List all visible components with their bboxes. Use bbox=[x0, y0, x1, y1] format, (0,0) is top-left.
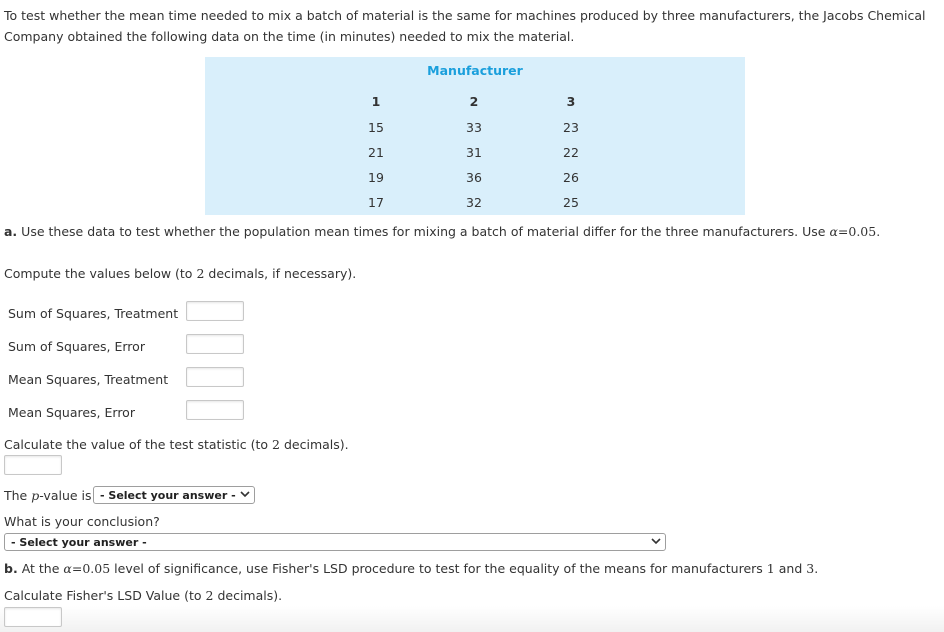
ss-error-input[interactable] bbox=[186, 334, 244, 354]
part-b-question bbox=[4, 561, 818, 576]
ss-error-label: Sum of Squares, Error bbox=[8, 339, 145, 354]
table-cell: 15 bbox=[368, 120, 384, 135]
alpha-value: 0.05 bbox=[848, 224, 877, 239]
lsd-input[interactable] bbox=[4, 607, 62, 627]
compute-prefix: Compute the values below (to bbox=[4, 266, 193, 281]
p-value-prefix: The bbox=[4, 488, 28, 503]
ss-treatment-label: Sum of Squares, Treatment bbox=[8, 306, 179, 321]
test-stat-suffix: decimals). bbox=[283, 437, 349, 452]
part-b-label: b. bbox=[4, 561, 18, 576]
chevron-down-icon bbox=[240, 487, 250, 501]
bottom-fade bbox=[0, 606, 944, 632]
part-b-text-1: At the bbox=[21, 561, 60, 576]
table-cell: 33 bbox=[466, 120, 482, 135]
ms-treatment-input[interactable] bbox=[186, 367, 244, 387]
part-a-text: Use these data to test whether the population mean times for mixing a batch of material differ for the three manufacturers. Use bbox=[21, 224, 826, 239]
table-cell: 32 bbox=[466, 195, 482, 210]
p-symbol: p bbox=[31, 488, 40, 503]
conclusion-select[interactable] bbox=[4, 533, 666, 551]
p-value-select-value: - Select your answer - bbox=[100, 489, 236, 502]
table-cell: 21 bbox=[368, 145, 384, 160]
column-header-1: 1 bbox=[371, 94, 381, 109]
table-title: Manufacturer bbox=[427, 63, 523, 78]
ms-treatment-label: Mean Squares, Treatment bbox=[8, 372, 169, 387]
p-value-select[interactable] bbox=[93, 486, 255, 504]
equals-sign: = bbox=[837, 224, 849, 239]
compute-decimals: 2 bbox=[196, 266, 205, 281]
data-table-background bbox=[205, 57, 745, 215]
compute-instruction bbox=[4, 266, 356, 281]
lsd-suffix: decimals). bbox=[217, 588, 283, 603]
conclusion-question: What is your conclusion? bbox=[4, 514, 160, 529]
chevron-down-icon bbox=[651, 534, 661, 548]
part-a-question bbox=[4, 224, 880, 239]
part-a-label: a. bbox=[4, 224, 18, 239]
conclusion-select-value: - Select your answer - bbox=[11, 536, 147, 549]
test-statistic-instruction bbox=[4, 437, 349, 452]
table-cell: 26 bbox=[563, 170, 579, 185]
table-cell: 19 bbox=[368, 170, 384, 185]
part-b-text-2: level of significance, use Fisher's LSD procedure to test for the equality of the means for manufacturers bbox=[114, 561, 763, 576]
period: . bbox=[876, 224, 881, 239]
equals-sign: = bbox=[71, 561, 83, 576]
ms-error-label: Mean Squares, Error bbox=[8, 405, 135, 420]
table-cell: 36 bbox=[466, 170, 482, 185]
column-header-2: 2 bbox=[469, 94, 479, 109]
p-value-label bbox=[4, 488, 92, 503]
lsd-instruction bbox=[4, 588, 282, 603]
alpha-symbol: α bbox=[63, 561, 72, 576]
table-cell: 25 bbox=[563, 195, 579, 210]
problem-intro: To test whether the mean time needed to mix a batch of material is the same for machines produced by three manufacturers, the Jacobs Chemical Company obtained the following data on the time (in minutes) needed to mix the material. bbox=[4, 8, 926, 44]
ms-error-input[interactable] bbox=[186, 400, 244, 420]
period: . bbox=[814, 561, 819, 576]
test-statistic-input[interactable] bbox=[4, 455, 62, 475]
lsd-prefix: Calculate Fisher's LSD Value (to bbox=[4, 588, 202, 603]
and-text: and bbox=[778, 561, 803, 576]
manufacturer-3: 3 bbox=[806, 561, 815, 576]
alpha-symbol: α bbox=[829, 224, 838, 239]
manufacturer-1: 1 bbox=[766, 561, 775, 576]
lsd-decimals: 2 bbox=[205, 588, 214, 603]
table-cell: 22 bbox=[563, 145, 579, 160]
ss-treatment-input[interactable] bbox=[186, 301, 244, 321]
p-value-suffix: -value is bbox=[39, 488, 92, 503]
table-cell: 23 bbox=[563, 120, 579, 135]
compute-suffix: decimals, if necessary). bbox=[208, 266, 357, 281]
alpha-value: 0.05 bbox=[82, 561, 111, 576]
table-cell: 17 bbox=[368, 195, 384, 210]
test-stat-decimals: 2 bbox=[272, 437, 280, 452]
table-cell: 31 bbox=[466, 145, 482, 160]
column-header-3: 3 bbox=[566, 94, 576, 109]
test-stat-prefix: Calculate the value of the test statistic (to bbox=[4, 437, 269, 452]
